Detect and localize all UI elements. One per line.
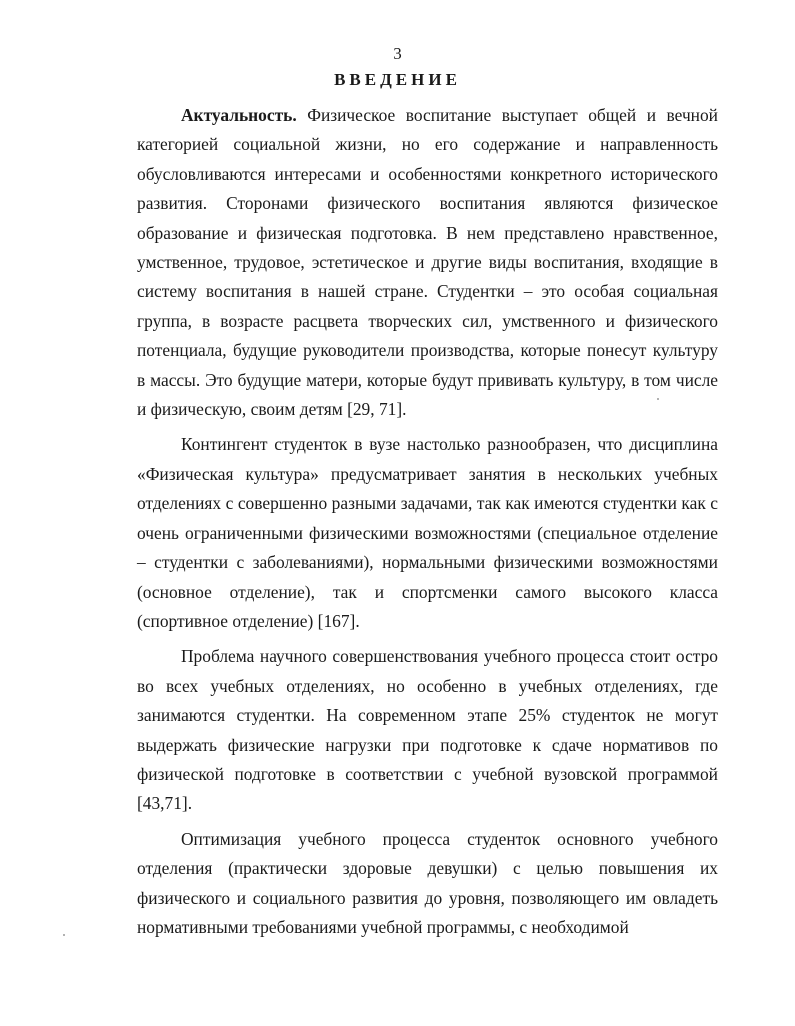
section-heading: ВВЕДЕНИЕ (334, 70, 461, 89)
paragraph (137, 642, 718, 818)
paragraph-text: Проблема научного совершенствования учебного процесса стоит остро во всех учебных отделениях, но особенно в учебных отделениях, где занимаются студентки. На современном этапе 25% студенток не могут выдержать физические нагрузки при подготовке к сдаче нормативов по физической подготовке в соответствии с учебной вузовской программой [43,71]. (137, 646, 718, 814)
body-text (137, 101, 718, 942)
paragraph-relevance (137, 101, 718, 424)
paragraph-text: Физическое воспитание выступает общей и вечной категорией социальной жизни, но его содержание и направленность обусловливаются интересами и особенностями конкретного исторического развития. Сторонами физического воспитания являются физическое образование и физическая подготовка. В нем представлено нравственное, умственное, трудовое, эстетическое и другие виды воспитания, входящие в систему воспитания в нашей стране. Студентки – это особая социальная группа, в возрасте расцвета творческих сил, умственного и физического потенциала, будущие руководители производства, которые понесут культуру в массы. Это будущие матери, которые будут прививать культуру, в том числе и физическую, своим детям [29, 71]. (137, 105, 718, 420)
paragraph-text: Оптимизация учебного процесса студенток основного учебного отделения (практически здоровые девушки) с целью повышения их физического и социального развития до уровня, позволяющего им овладеть нормативными требованиями учебной программы, с необходимой (137, 828, 718, 937)
paragraph (137, 825, 718, 943)
paragraph (137, 430, 718, 636)
scan-speck (63, 934, 65, 936)
scan-speck (657, 398, 659, 400)
paragraph-text: Контингент студенток в вузе настолько разнообразен, что дисциплина «Физическая культура» предусматривает занятия в нескольких учебных отделениях с совершенно разными задачами, так как имеются студентки как с очень ограниченными физическими возможностями (специальное отделение – студентки с заболеваниями), нормальными физическими возможностями (основное отделение), так и спортсменки самого высокого класса (спортивное отделение) [167]. (137, 434, 718, 631)
page-number: 3 (393, 44, 402, 63)
paragraph-lead: Актуальность. (181, 105, 297, 125)
